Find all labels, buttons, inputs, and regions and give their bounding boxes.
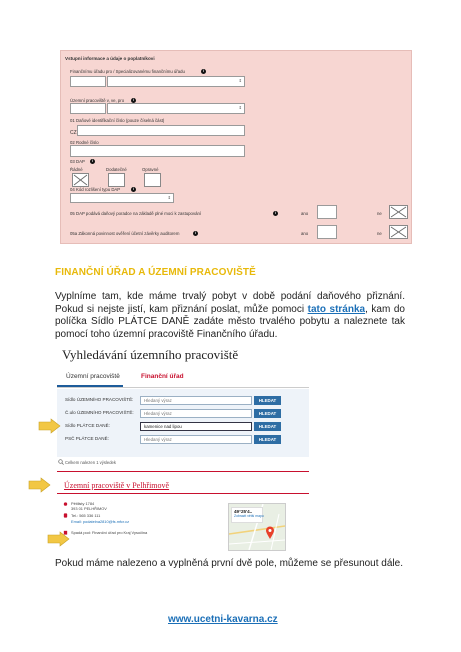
tab-uzemni-pracoviste[interactable]: Územní pracoviště — [66, 373, 120, 380]
tax-return-form — [60, 50, 412, 244]
address-city: 393 01 PELHŘIMOV — [71, 506, 107, 511]
checked-x-icon — [390, 226, 407, 238]
form-title: Vstupní informace a údaje o poplatníkovi — [65, 56, 155, 61]
search-button-psc-platce[interactable]: HLEDAT — [254, 435, 281, 444]
result-link[interactable]: Územní pracoviště v Pelhřimově — [64, 481, 170, 490]
spada-pod-text: Spadá pod: Finanční úřad pro Kraj Vysočina — [71, 530, 148, 535]
rodne-cislo-field[interactable] — [70, 145, 245, 157]
danovy-poradce-ne-label: ne — [377, 211, 382, 216]
intro-paragraph — [55, 291, 405, 341]
search-button-sidlo-platce[interactable]: HLEDAT — [254, 422, 281, 431]
search-label-psc-platce: PSČ PLÁTCE DANĚ: — [65, 436, 109, 441]
info-icon[interactable]: i — [193, 231, 198, 236]
map-bigger-link[interactable]: Zobrazit větší mapu — [234, 514, 264, 518]
search-label-sidlo-platce: Sídlo PLÁTCE DANĚ: — [65, 423, 110, 428]
address-street: Pětilisty 1784 — [71, 501, 95, 506]
search-label-sidlo-up: Sídlo ÚZEMNÍHO PRACOVIŠTĚ: — [65, 397, 134, 402]
result-count: Celkem nalezen 1 výsledek — [65, 460, 116, 465]
highlight-arrow-icon — [28, 477, 52, 493]
info-icon[interactable]: i — [201, 69, 206, 74]
dap-dodatecne-checkbox[interactable] — [108, 173, 125, 187]
dap-dodatecne-label: Dodatečné — [106, 167, 127, 172]
dic-label: 01 Daňové identifikační číslo (pouze číselná část) — [70, 118, 165, 123]
audit-ne-checkbox[interactable] — [389, 225, 408, 239]
kod-typu-dap-select[interactable] — [70, 193, 174, 203]
dap-radne-checkbox[interactable] — [72, 173, 89, 187]
dic-field[interactable] — [77, 125, 245, 136]
uzemni-pracoviste-label: Územní pracoviště v, ve, pro — [70, 98, 125, 103]
danovy-poradce-ano-checkbox[interactable] — [317, 205, 337, 219]
search-input-psc-platce[interactable]: Hledaný výraz — [140, 435, 252, 444]
danovy-poradce-label: 05 DAP podává daňový poradce na základě plné moci k zastupování — [70, 211, 202, 216]
highlight-arrow-icon — [47, 531, 71, 547]
search-input-cislo-up[interactable]: Hledaný výraz — [140, 409, 252, 418]
search-input-sidlo-up[interactable]: Hledaný výraz — [140, 396, 252, 405]
financni-urad-label: Finančnímu úřadu pro / Specializovanému finančnímu úřadu — [70, 69, 185, 74]
financni-urad-code-field[interactable] — [70, 76, 106, 87]
result-separator — [57, 471, 309, 472]
paragraph-text-2: , kam do políčka Sídlo PLÁTCE DANĚ zadáte město trvalého pobytu a naleznete tak pomocí toho územní pracoviště Finančního úřadu. — [55, 303, 405, 340]
uzemni-pracoviste-select[interactable] — [107, 103, 245, 114]
audit-ne-label: ne — [377, 231, 382, 236]
rodne-cislo-label: 02 Rodné číslo — [70, 140, 99, 145]
dap-opravne-label: Opravné — [142, 167, 159, 172]
map-info-card — [231, 507, 263, 523]
dic-prefix: CZ — [70, 130, 77, 136]
select-chevron-icon: ⇕ — [238, 78, 242, 83]
select-chevron-icon: ⇕ — [238, 105, 242, 110]
info-icon[interactable]: i — [90, 159, 95, 164]
location-pin-icon — [63, 502, 68, 507]
map-marker-icon — [265, 526, 275, 540]
danovy-poradce-ano-label: ano — [301, 211, 309, 216]
audit-ano-label: ano — [301, 231, 309, 236]
phone-number: Tel.: 565 336 111 — [71, 513, 101, 518]
info-icon[interactable]: i — [131, 98, 136, 103]
audit-label: 05a Zákonná povinnost ověření účetní závěrky auditorem — [70, 231, 180, 236]
info-icon[interactable]: i — [131, 187, 136, 192]
checked-x-icon — [390, 206, 407, 218]
paragraph-text-1: Vyplníme tam, kde máme trvalý pobyt v době podání daňového přiznání. Pokud si nejste jistí, kam přiznání poslat, může pomoci — [55, 291, 405, 315]
search-icon — [58, 459, 64, 465]
phone-icon — [63, 513, 68, 518]
dap-radne-label: Řádné — [70, 167, 83, 172]
email-link[interactable]: Email: podatelna2810@fs.mfcr.cz — [71, 519, 130, 524]
footer-website-link[interactable]: www.ucetni-kavarna.cz — [168, 614, 278, 625]
dap-label: 03 DAP — [70, 159, 85, 164]
map-coordinates: 49°25'4.. — [234, 509, 253, 514]
info-icon[interactable]: i — [273, 211, 278, 216]
location-map[interactable] — [228, 503, 286, 551]
tato-stranka-link[interactable]: tato stránka — [307, 303, 366, 315]
search-page-title: Vyhledávání územního pracoviště — [62, 347, 239, 362]
tab-financni-urad[interactable]: Finanční úřad — [141, 373, 184, 380]
financni-urad-select[interactable] — [107, 76, 245, 87]
search-input-sidlo-platce[interactable]: kamenice nad lipou — [140, 422, 252, 431]
search-button-cislo-up[interactable]: HLEDAT — [254, 409, 281, 418]
danovy-poradce-ne-checkbox[interactable] — [389, 205, 408, 219]
tab-divider — [57, 387, 309, 388]
uzemni-pracoviste-code-field[interactable] — [70, 103, 106, 114]
search-label-cislo-up: Č.ulo ÚZEMNÍHO PRACOVIŠTĚ: — [65, 410, 134, 415]
checked-x-icon — [73, 174, 88, 186]
section-heading: FINANČNÍ ÚŘAD A ÚZEMNÍ PRACOVIŠTĚ — [55, 267, 256, 278]
kod-typu-dap-label: 04 Kód rozlišení typu DAP — [70, 187, 121, 192]
dap-opravne-checkbox[interactable] — [144, 173, 161, 187]
audit-ano-checkbox[interactable] — [317, 225, 337, 239]
search-button-sidlo-up[interactable]: HLEDAT — [254, 396, 281, 405]
closing-paragraph: Pokud máme nalezeno a vyplněná první dvě pole, můžeme se přesunout dále. — [55, 558, 403, 569]
select-chevron-icon: ⇕ — [167, 195, 171, 200]
result-underline — [57, 493, 309, 494]
highlight-arrow-icon — [38, 418, 62, 434]
search-screenshot — [55, 345, 311, 553]
